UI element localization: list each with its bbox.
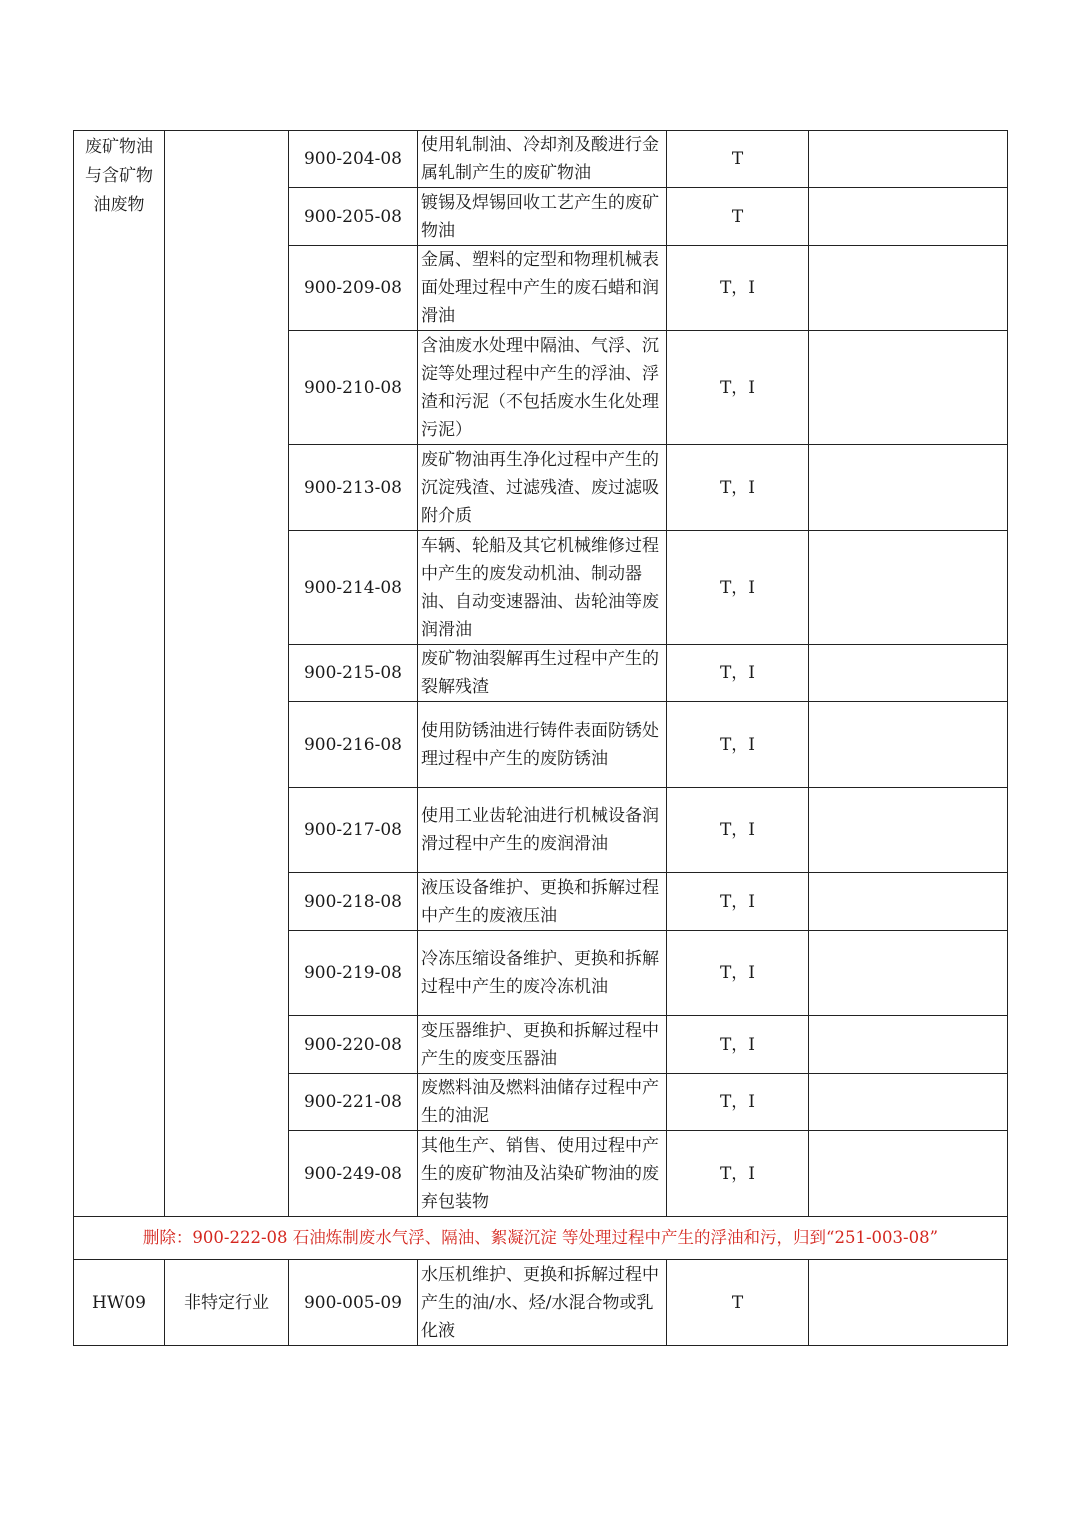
waste-description: 水压机维护、更换和拆解过程中产生的油/水、烃/水混合物或乳化液	[418, 1260, 667, 1346]
waste-description: 冷冻压缩设备维护、更换和拆解过程中产生的废冷冻机油	[418, 931, 667, 1016]
waste-description: 废矿物油裂解再生过程中产生的裂解残渣	[418, 645, 667, 702]
remark-cell	[809, 702, 1008, 788]
remark-cell	[809, 1074, 1008, 1131]
remark-cell	[809, 1131, 1008, 1217]
table-row	[74, 1260, 1008, 1346]
deletion-note: 删除：900-222-08 石油炼制废水气浮、隔油、絮凝沉淀 等处理过程中产生的浮油和污，归到“251-003-08”	[74, 1217, 1008, 1260]
waste-description: 镀锡及焊锡回收工艺产生的废矿物油	[418, 188, 667, 246]
table-row	[74, 131, 1008, 188]
waste-code: 900-214-08	[289, 531, 418, 645]
hazard-characteristic: T，I	[667, 445, 809, 531]
hazard-characteristic: T，I	[667, 331, 809, 445]
remark-cell	[809, 645, 1008, 702]
hazard-characteristic: T，I	[667, 1074, 809, 1131]
remark-cell	[809, 1260, 1008, 1346]
waste-description: 液压设备维护、更换和拆解过程中产生的废液压油	[418, 873, 667, 931]
waste-code: 900-216-08	[289, 702, 418, 788]
waste-description: 含油废水处理中隔油、气浮、沉淀等处理过程中产生的浮油、浮渣和污泥（不包括废水生化处理污泥）	[418, 331, 667, 445]
hazard-characteristic: T，I	[667, 788, 809, 873]
waste-description: 车辆、轮船及其它机械维修过程中产生的废发动机油、制动器油、自动变速器油、齿轮油等废润滑油	[418, 531, 667, 645]
remark-cell	[809, 931, 1008, 1016]
waste-description: 使用防锈油进行铸件表面防锈处理过程中产生的废防锈油	[418, 702, 667, 788]
hazard-characteristic: T，I	[667, 1131, 809, 1217]
industry-label: 非特定行业	[165, 1260, 289, 1346]
remark-cell	[809, 331, 1008, 445]
remark-cell	[809, 531, 1008, 645]
waste-description: 变压器维护、更换和拆解过程中产生的废变压器油	[418, 1016, 667, 1074]
remark-cell	[809, 445, 1008, 531]
hazard-characteristic: T	[667, 131, 809, 188]
remark-cell	[809, 246, 1008, 331]
hazardous-waste-table	[73, 130, 1008, 1346]
waste-description: 使用轧制油、冷却剂及酸进行金属轧制产生的废矿物油	[418, 131, 667, 188]
waste-description: 其他生产、销售、使用过程中产生的废矿物油及沾染矿物油的废弃包装物	[418, 1131, 667, 1217]
hazard-characteristic: T	[667, 1260, 809, 1346]
waste-description: 金属、塑料的定型和物理机械表面处理过程中产生的废石蜡和润滑油	[418, 246, 667, 331]
waste-category-code: HW09	[74, 1260, 165, 1346]
waste-category-label: 废矿物油与含矿物油废物	[85, 137, 153, 215]
hazard-characteristic: T，I	[667, 931, 809, 1016]
waste-code: 900-215-08	[289, 645, 418, 702]
remark-cell	[809, 788, 1008, 873]
industry-cell	[165, 131, 289, 1217]
waste-code: 900-205-08	[289, 188, 418, 246]
waste-code: 900-219-08	[289, 931, 418, 1016]
hazard-characteristic: T，I	[667, 1016, 809, 1074]
waste-category-cell	[74, 131, 165, 1217]
waste-code: 900-218-08	[289, 873, 418, 931]
waste-description: 使用工业齿轮油进行机械设备润滑过程中产生的废润滑油	[418, 788, 667, 873]
remark-cell	[809, 1016, 1008, 1074]
hazard-characteristic: T，I	[667, 702, 809, 788]
remark-cell	[809, 131, 1008, 188]
deletion-note-row	[74, 1217, 1008, 1260]
remark-cell	[809, 873, 1008, 931]
waste-code: 900-213-08	[289, 445, 418, 531]
waste-code: 900-221-08	[289, 1074, 418, 1131]
waste-code: 900-209-08	[289, 246, 418, 331]
hazard-characteristic: T，I	[667, 531, 809, 645]
waste-code: 900-217-08	[289, 788, 418, 873]
hazard-characteristic: T，I	[667, 246, 809, 331]
waste-code: 900-005-09	[289, 1260, 418, 1346]
waste-code: 900-249-08	[289, 1131, 418, 1217]
hazard-characteristic: T，I	[667, 873, 809, 931]
hazard-characteristic: T，I	[667, 645, 809, 702]
waste-code: 900-210-08	[289, 331, 418, 445]
waste-code: 900-204-08	[289, 131, 418, 188]
remark-cell	[809, 188, 1008, 246]
waste-description: 废燃料油及燃料油储存过程中产生的油泥	[418, 1074, 667, 1131]
waste-description: 废矿物油再生净化过程中产生的沉淀残渣、过滤残渣、废过滤吸附介质	[418, 445, 667, 531]
hazard-characteristic: T	[667, 188, 809, 246]
waste-code: 900-220-08	[289, 1016, 418, 1074]
